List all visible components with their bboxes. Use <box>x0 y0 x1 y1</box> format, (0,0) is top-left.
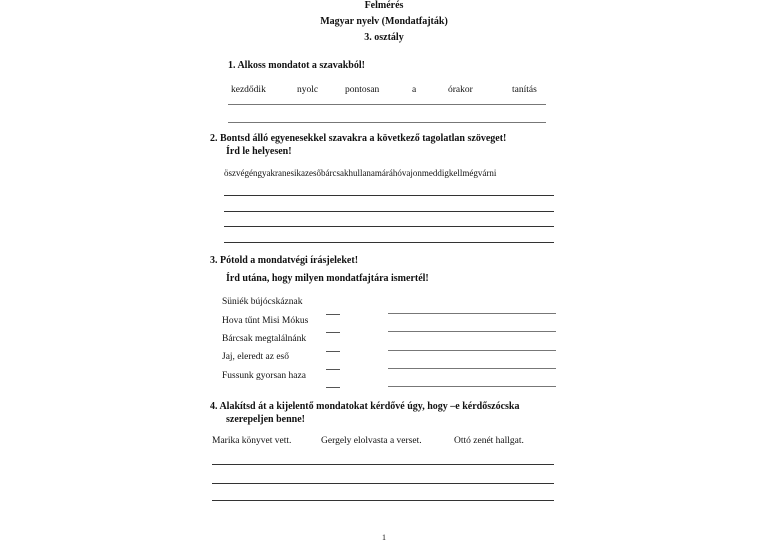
q3-title: 3. Pótold a mondatvégi írásjeleket! <box>210 255 359 266</box>
q4-sentence: Marika könyvet vett. <box>212 436 292 446</box>
q3-punct-blank[interactable] <box>326 351 340 352</box>
q3-type-line[interactable] <box>388 331 556 332</box>
q2-title: 2. Bontsd álló egyenesekkel szavakra a következő tagolatlan szöveget! <box>210 133 507 144</box>
q2-answer-line[interactable] <box>224 211 554 212</box>
q3-type-line[interactable] <box>388 368 556 369</box>
q4-title: 4. Alakítsd át a kijelentő mondatokat kérdővé úgy, hogy –e kérdőszócska <box>210 401 520 412</box>
page-number: 1 <box>382 533 386 542</box>
q4-sentence: Ottó zenét hallgat. <box>454 436 524 446</box>
q3-sentence: Süniék bújócskáznak <box>222 297 303 307</box>
q3-sentence: Jaj, eleredt az eső <box>222 352 289 362</box>
q3-punct-blank[interactable] <box>326 387 340 388</box>
q3-sentence: Bárcsak megtalálnánk <box>222 334 307 344</box>
q2-answer-line[interactable] <box>224 195 554 196</box>
q3-punct-blank[interactable] <box>326 369 340 370</box>
q4-title-sub: szerepeljen benne! <box>226 414 305 425</box>
q2-answer-line[interactable] <box>224 226 554 227</box>
q1-answer-line[interactable] <box>228 122 546 123</box>
q4-answer-line[interactable] <box>212 500 554 501</box>
header-grade: 3. osztály <box>364 32 404 43</box>
q2-answer-line[interactable] <box>224 242 554 243</box>
q1-word: a <box>412 85 417 95</box>
q2-title-sub: Írd le helyesen! <box>226 146 292 157</box>
q3-punct-blank[interactable] <box>326 332 340 333</box>
q1-title: 1. Alkoss mondatot a szavakból! <box>228 60 365 71</box>
q3-type-line[interactable] <box>388 350 556 351</box>
header-title: Felmérés <box>364 0 404 11</box>
q1-word: kezdődik <box>231 85 266 95</box>
q1-word: órakor <box>448 85 473 95</box>
q3-type-line[interactable] <box>388 386 556 387</box>
q2-text: öszvégéngyakranesikazesőbárcsakhullanamáráhóvajonmeddigkellmégvárni <box>224 168 497 178</box>
q1-answer-line[interactable] <box>228 104 546 105</box>
q3-sentence: Hova tűnt Misi Mókus <box>222 316 309 326</box>
q3-sentence: Fussunk gyorsan haza <box>222 371 306 381</box>
q1-word: pontosan <box>345 85 380 95</box>
q1-word: nyolc <box>297 85 319 95</box>
q3-punct-blank[interactable] <box>326 314 340 315</box>
q1-word: tanítás <box>512 85 537 95</box>
q3-title-sub: Írd utána, hogy milyen mondatfajtára ismertél! <box>226 273 429 284</box>
q4-sentence: Gergely elolvasta a verset. <box>321 436 422 446</box>
header-subject: Magyar nyelv (Mondatfajták) <box>320 16 448 27</box>
q4-answer-line[interactable] <box>212 464 554 465</box>
q3-type-line[interactable] <box>388 313 556 314</box>
q4-answer-line[interactable] <box>212 483 554 484</box>
